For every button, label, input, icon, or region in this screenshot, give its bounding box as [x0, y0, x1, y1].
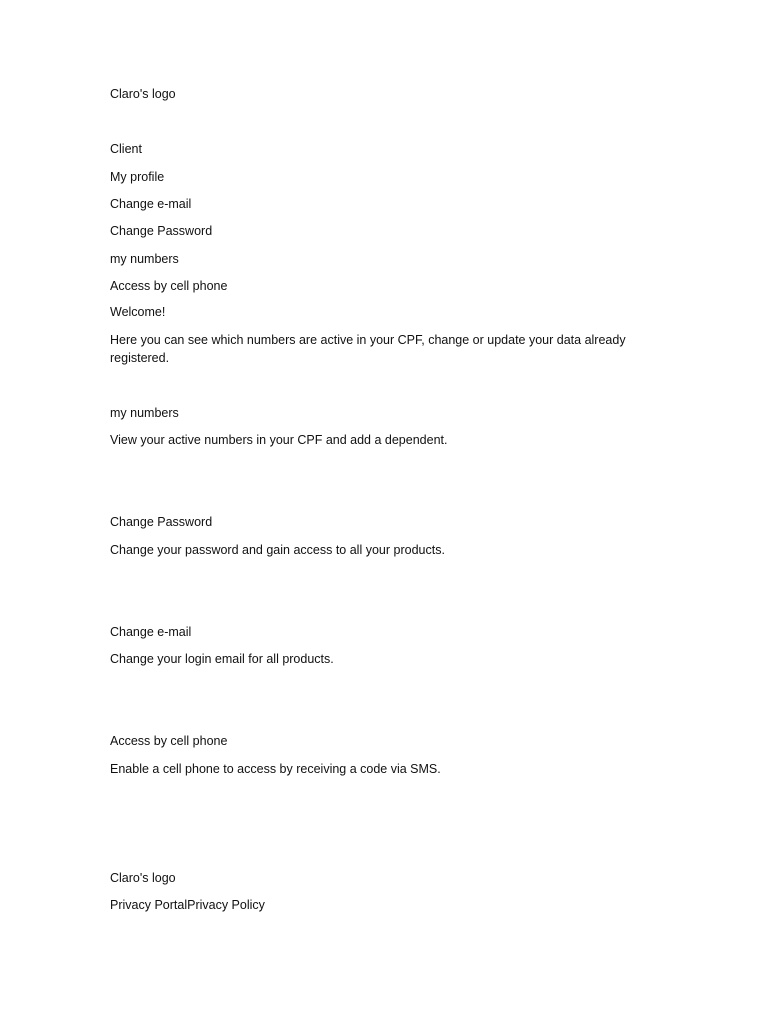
nav-access-by-cell-phone[interactable]: Access by cell phone	[110, 279, 228, 293]
privacy-policy-link[interactable]: Privacy Policy	[187, 898, 265, 912]
footer-links	[110, 896, 265, 914]
card-change-email-description: Change your login email for all products.	[110, 652, 334, 666]
nav-my-profile[interactable]: My profile	[110, 170, 165, 184]
card-change-password-title[interactable]: Change Password	[110, 515, 213, 529]
footer-logo: Claro's logo	[110, 871, 176, 885]
nav-client[interactable]: Client	[110, 142, 142, 156]
card-my-numbers-description: View your active numbers in your CPF and add a dependent.	[110, 433, 448, 447]
card-change-email-title[interactable]: Change e-mail	[110, 625, 192, 639]
privacy-portal-link[interactable]: Privacy Portal	[110, 898, 188, 912]
header-logo: Claro's logo	[110, 87, 176, 101]
card-change-password-description: Change your password and gain access to all your products.	[110, 543, 445, 557]
card-access-by-cell-phone-description: Enable a cell phone to access by receiving a code via SMS.	[110, 762, 441, 776]
welcome-text: Here you can see which numbers are active in your CPF, change or update your data already registered.	[110, 333, 626, 365]
card-my-numbers-title[interactable]: my numbers	[110, 406, 179, 420]
nav-my-numbers[interactable]: my numbers	[110, 252, 179, 266]
nav-change-password[interactable]: Change Password	[110, 224, 213, 238]
card-access-by-cell-phone-title[interactable]: Access by cell phone	[110, 734, 228, 748]
welcome-heading: Welcome!	[110, 305, 166, 319]
nav-change-email[interactable]: Change e-mail	[110, 197, 192, 211]
